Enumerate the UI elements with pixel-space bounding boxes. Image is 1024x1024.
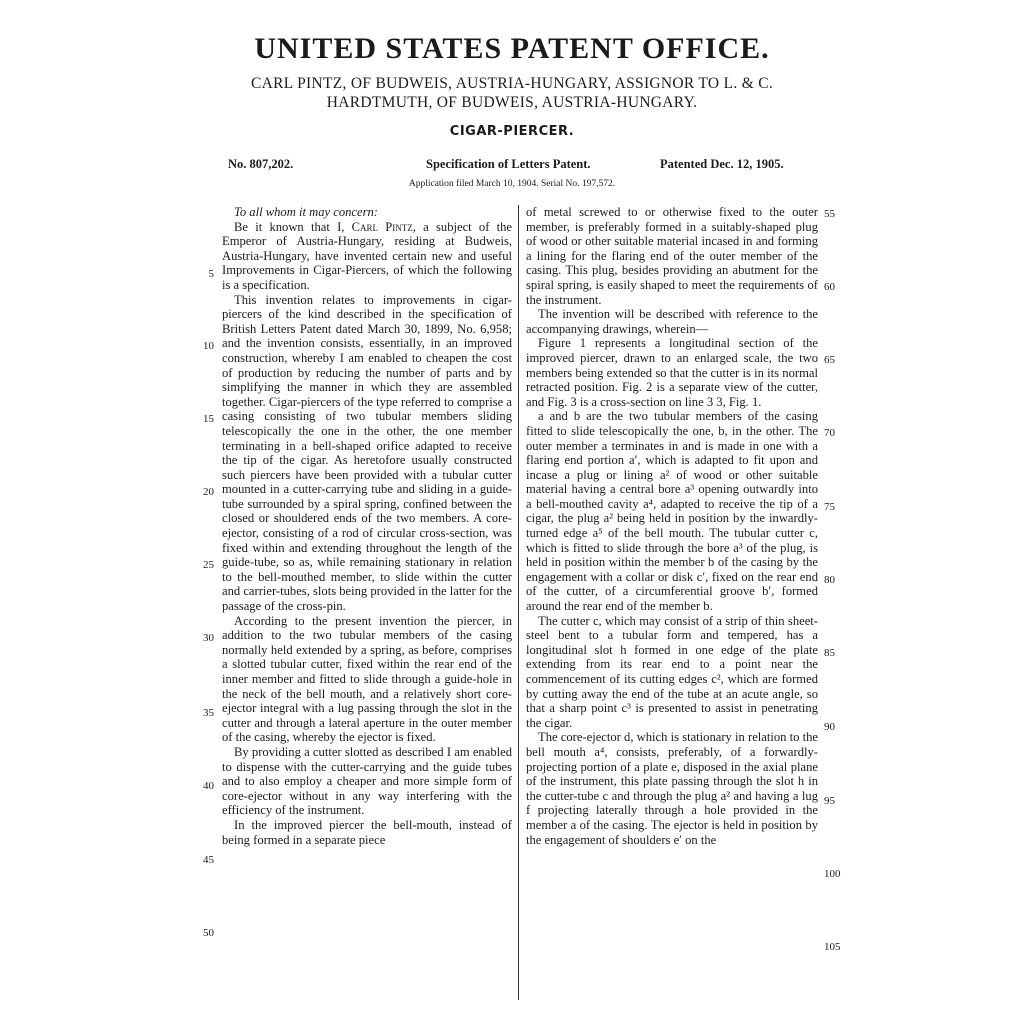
paragraph-3: According to the present invention the piercer, in addition to the two tubular members of the casing normally held extended by a spring, as before, comprises a slotted tubular cutter, fixed within the rear end of the inner member and fitted to slide through a guide-hole in the neck of the bell mouth, and a relatively short core-ejector integral with a lug passing through the slot in the cutter and through a lateral aperture in the outer member of the casing, whereby the ejector is fixed. [222, 613, 512, 745]
paragraph-5-continued: of metal screwed to or otherwise fixed to the outer member, is preferably formed in a suitably-shaped plug of wood or other suitable material incased in and forming a lining for the flaring end of the outer member of the casing. This plug, besides providing an abutment for the spiral spring, is easily shaped to meet the requirements of the instrument. [526, 205, 818, 307]
line-number-right: 65 [824, 354, 835, 366]
line-number-right: 60 [824, 281, 835, 293]
paragraph-8: a and b are the two tubular members of the casing fitted to slide telescopically the one, b, in the other. The outer member a terminates in and is made in one with a flaring end portion a′, which is adapted to fit upon and incase a plug or lining a² of wood or other suitable material having a central bore a³ opening outwardly into a bell-mouthed cavity a⁴, adapted to receive the tip of a cigar, the plug a² being held in position by the inwardly-turned edge a⁵ of the bell mouth. The tubular cutter c, which is fitted to slide through the bore a³ of the plug, is held in position within the member b of the casing by the engagement with a collar or disk c′, fixed on the rear end of the cutter, of a circumferential groove b′, formed around the rear end of the member b. [526, 409, 818, 614]
line-number-left: 50 [203, 927, 214, 939]
line-number-right: 100 [824, 868, 841, 880]
text-column-right [526, 205, 818, 847]
paragraph-2: This invention relates to improvements in cigar-piercers of the kind described in the specification of British Letters Patent dated March 30, 1899, No. 6,958; and the invention consists, essentially, in an improved construction, whereby I am enabled to cheapen the cost of production by reducing the number of parts and by simplifying the manner in which they are assembled together. Cigar-piercers of the type referred to comprise a casing consisting of two tubular members sliding telescopically the one in the other, the one member terminating in a bell-shaped orifice adapted to receive the tip of the cigar. As heretofore usually constructed such piercers have been provided with a tubular cutter mounted in a cutter-carrying tube and sliding in a guide-tube surrounded by a spiral spring, confined between the closed or shouldered ends of the two members. A core-ejector, consisting of a rod of circular cross-section, was fixed within and extending throughout the length of the guide-tube, so as, while remaining stationary in relation to the bell-mouthed member, to slide within the cutter and carrier-tubes, slots being provided in the latter for the passage of the cross-pin. [222, 292, 513, 614]
line-number-right: 75 [824, 501, 835, 513]
line-number-left: 25 [203, 559, 214, 571]
line-number-right: 55 [824, 208, 835, 220]
line-number-left: 30 [203, 632, 214, 644]
line-number-right: 80 [824, 574, 835, 586]
inventor-name: Carl Pintz [351, 219, 413, 234]
paragraph-9: The cutter c, which may consist of a strip of thin sheet-steel bent to a tubular form and tempered, has a longitudinal slot h formed in one edge of the plate extending from its rear end to a point near the commencement of its cutting edges c², which are formed by cutting away the end of the tube at an acute angle, so that a sharp point c³ is presented to assist in penetrating the cigar. [526, 613, 818, 730]
paragraph-1-rest: , a subject of the Emperor of Austria-Hungary, residing at Budweis, Austria-Hungary, have invented certain new and useful Improvements in Cigar-Piercers, of which the following is a specification. [222, 219, 513, 292]
column-divider [518, 205, 519, 1000]
paragraph-4: By providing a cutter slotted as described I am enabled to dispense with the cutter-carrying and the guide tubes and to also employ a cheaper and more simple form of core-ejector without in any way interfering with the efficiency of the instrument. [222, 744, 512, 818]
paragraph-5: In the improved piercer the bell-mouth, instead of being formed in a separate piece [222, 817, 512, 847]
line-number-left: 15 [203, 413, 214, 425]
line-number-right: 105 [824, 941, 841, 953]
invention-title: CIGAR-PIERCER. [449, 124, 575, 139]
salutation: To all whom it may concern: [234, 205, 379, 219]
inventor-line-1: CARL PINTZ, OF BUDWEIS, AUSTRIA-HUNGARY, ASSIGNOR TO L. & C. [250, 75, 774, 92]
line-number-right: 70 [824, 427, 835, 439]
line-number-left: 20 [203, 486, 214, 498]
line-number-left: 5 [208, 268, 214, 280]
specification-row [228, 157, 808, 175]
line-number-left: 35 [203, 707, 214, 719]
paragraph-1 [222, 220, 512, 293]
line-number-right: 90 [824, 721, 835, 733]
patented-date: Patented Dec. 12, 1905. [660, 157, 784, 171]
inventor-assignor [150, 74, 874, 112]
line-number-left: 10 [203, 340, 214, 352]
text-column-left [222, 205, 512, 847]
inventor-line-2: HARDTMUTH, OF BUDWEIS, AUSTRIA-HUNGARY. [326, 94, 698, 111]
paragraph-1-start: Be it known that I, [234, 219, 345, 234]
paragraph-7: Figure 1 represents a longitudinal section of the improved piercer, drawn to an enlarged scale, the two members being extended so that the cutter is in its normal retracted position. Fig. 2 is a separate view of the cutter, and Fig. 3 is a cross-section on line 3 3, Fig. 1. [526, 336, 818, 409]
office-title: UNITED STATES PATENT OFFICE. [254, 32, 770, 65]
application-filed: Application filed March 10, 1904. Serial No. 197,572. [408, 179, 616, 189]
line-number-left: 40 [203, 780, 214, 792]
line-number-right: 95 [824, 795, 835, 807]
line-number-right: 85 [824, 647, 835, 659]
specification-label: Specification of Letters Patent. [426, 157, 591, 171]
line-number-left: 45 [203, 854, 214, 866]
paragraph-6: The invention will be described with reference to the accompanying drawings, wherein— [526, 307, 818, 336]
paragraph-10: The core-ejector d, which is stationary in relation to the bell mouth a⁴, consists, preferably, of a forwardly-projecting portion of a plate e, disposed in the axial plane of the instrument, this plate passing through the slot h in the cutter-tube c and through the plug a² and having a lug f projecting laterally through a hole provided in the member a of the casing. The ejector is held in position by the engagement of shoulders e′ on the [526, 730, 818, 847]
patent-number: No. 807,202. [228, 157, 294, 171]
